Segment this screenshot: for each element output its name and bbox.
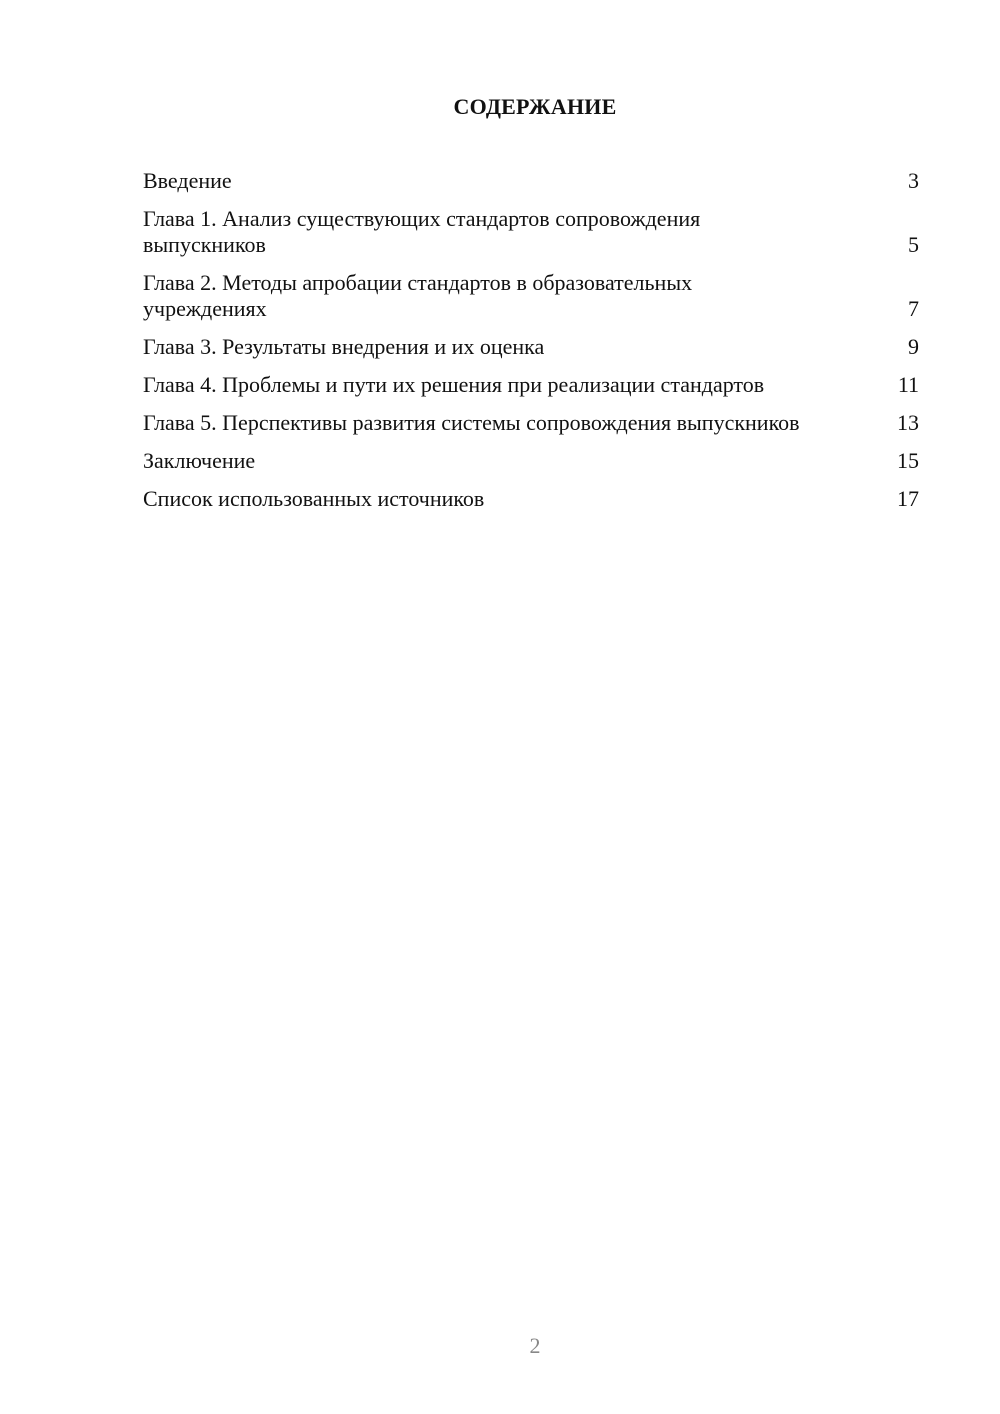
toc-entry-page: 17 xyxy=(897,486,919,511)
toc-entry-title: Глава 1. Анализ существующих стандартов сопровождения выпускников xyxy=(143,206,701,257)
toc-entry-introduction[interactable] xyxy=(143,168,919,194)
toc-entry-chapter-4[interactable] xyxy=(143,372,919,398)
toc-entry-chapter-1[interactable] xyxy=(143,206,919,258)
toc-entry-title: Глава 3. Результаты внедрения и их оценка xyxy=(143,334,545,359)
toc-entry-page: 9 xyxy=(908,334,919,359)
toc-entry-page: 13 xyxy=(897,410,919,435)
page-title: СОДЕРЖАНИЕ xyxy=(453,94,617,119)
toc-entry-conclusion[interactable] xyxy=(143,448,919,474)
toc-entry-title: Введение xyxy=(143,168,232,193)
toc-entry-chapter-2[interactable] xyxy=(143,270,919,322)
toc-entry-page: 7 xyxy=(908,296,919,321)
toc-entry-page: 3 xyxy=(908,168,919,193)
toc-entry-title: Заключение xyxy=(143,448,256,473)
toc-entry-chapter-3[interactable] xyxy=(143,334,919,360)
toc-entry-references[interactable] xyxy=(143,486,919,512)
toc-entry-title: Глава 2. Методы апробации стандартов в образовательных учреждениях xyxy=(143,270,693,321)
toc-entry-page: 11 xyxy=(897,372,919,397)
toc-entry-page: 5 xyxy=(908,232,919,257)
page-number: 2 xyxy=(529,1333,541,1358)
toc-entry-chapter-5[interactable] xyxy=(143,410,919,436)
toc-entry-page: 15 xyxy=(897,448,919,473)
toc-entry-title: Список использованных источников xyxy=(143,486,485,511)
toc-entry-title: Глава 4. Проблемы и пути их решения при реализации стандартов xyxy=(143,372,765,397)
toc-entry-title: Глава 5. Перспективы развития системы сопровождения выпускников xyxy=(143,410,800,435)
table-of-contents xyxy=(143,168,919,524)
